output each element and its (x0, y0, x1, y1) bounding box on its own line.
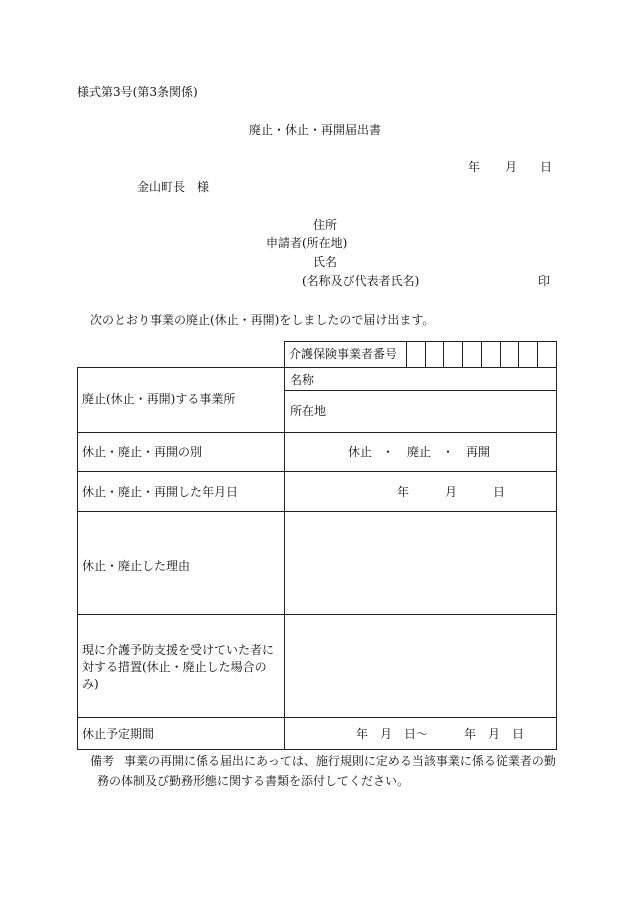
provider-number-boxes[interactable] (407, 342, 556, 367)
category-separator: ・ (382, 445, 395, 459)
address-label: 住所 (313, 218, 338, 232)
intro-text: 次のとおり事業の廃止(休止・再開)をしましたので届け出ます。 (90, 313, 435, 327)
reason-label: 休止・廃止した理由 (82, 559, 191, 573)
date-row-day: 日 (493, 485, 506, 499)
name-label: 氏名 (313, 255, 338, 269)
date-row-year: 年 (397, 485, 410, 499)
category-label: 休止・廃止・再開の別 (82, 445, 203, 459)
date-day: 日 (540, 160, 553, 174)
period-label: 休止予定期間 (82, 727, 155, 741)
document-title: 廃止・休止・再開届出書 (249, 123, 382, 137)
measures-label: 現に介護予防支援を受けていた者に対する措置(休止・廃止した場合のみ) (82, 643, 275, 691)
remarks-line-1: 事業の再開に係る届出にあっては、施行規則に定める当該事業に係る従業者の勤 (124, 754, 556, 768)
office-location-label: 所在地 (290, 404, 327, 418)
reason-field[interactable] (285, 512, 556, 614)
date-year: 年 (468, 160, 481, 174)
office-name-label: 名称 (290, 373, 315, 387)
form-number: 様式第3号(第3条関係) (77, 85, 198, 99)
remarks-line-2: 務の体制及び勤務形態に関する書類を添付してください。 (97, 774, 410, 788)
applicant-label: 申請者(所在地) (266, 236, 348, 250)
category-separator: ・ (442, 445, 455, 459)
category-option-resume[interactable]: 再開 (466, 445, 491, 459)
date-month: 月 (505, 160, 518, 174)
office-label: 廃止(休止・再開)する事業所 (82, 392, 236, 406)
seal-mark: 印 (538, 274, 551, 288)
provider-number-label: 介護保険事業者番号 (289, 347, 398, 361)
addressee: 金山町長 様 (137, 180, 210, 194)
date-row-label: 休止・廃止・再開した年月日 (82, 485, 239, 499)
category-option-abolish[interactable]: 廃止 (407, 445, 432, 459)
measures-field[interactable] (285, 615, 556, 717)
category-option-suspend[interactable]: 休止 (348, 445, 373, 459)
date-row-month: 月 (445, 485, 458, 499)
remarks-label: 備考 (90, 754, 115, 768)
period-value: 年 月 日～ 年 月 日 (356, 727, 525, 741)
name-note: (名称及び代表者氏名) (302, 274, 420, 288)
